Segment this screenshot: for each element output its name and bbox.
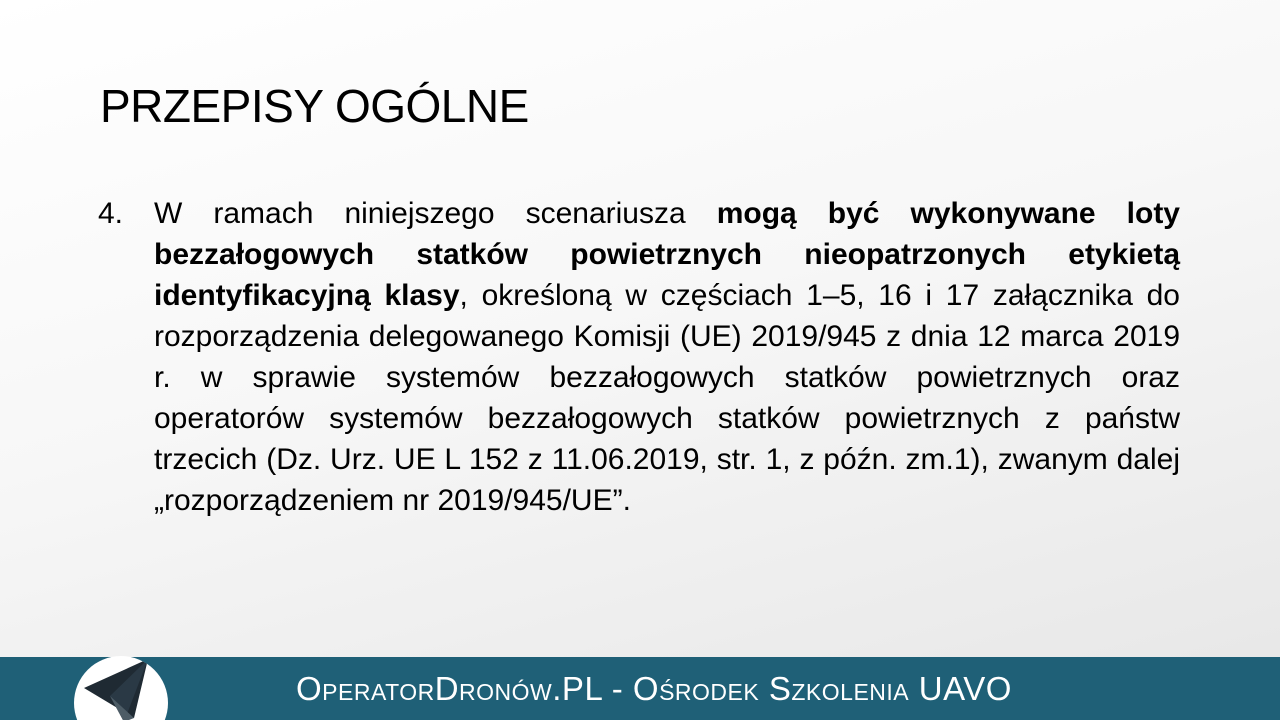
list-item-text (154, 193, 1180, 521)
text-segment-intro: W ramach niniejszego scenariusza (154, 197, 717, 230)
paper-plane-icon (74, 656, 168, 720)
slide-title: PRZEPISY OGÓLNE (100, 80, 529, 132)
list-item-number: 4. (98, 197, 124, 230)
text-segment-rest: , określoną w częściach 1–5, 16 i 17 załącznika do rozporządzenia delegowanego Komisji (UE) 2019/945 z dnia 12 marca 2019 r. w sprawie systemów bezzałogowych statków powietrznych oraz operatorów systemów bezzałogowych statków powietrznych z państw trzecich (Dz. Urz. UE L 152 z 11.06.2019, str. 1, z późn. zm.1), zwanym dalej „rozporządzeniem nr 2019/945/UE”. (154, 279, 1180, 517)
footer-logo (74, 656, 168, 720)
footer-text: OperatorDronów.PL - Ośrodek Szkolenia UAVO (296, 670, 1012, 707)
text-segment-bold: mogą być wykonywane loty bezzałogowych statków powietrznych nieopatrzonych etykietą identyfikacyjną klasy (154, 197, 1180, 312)
